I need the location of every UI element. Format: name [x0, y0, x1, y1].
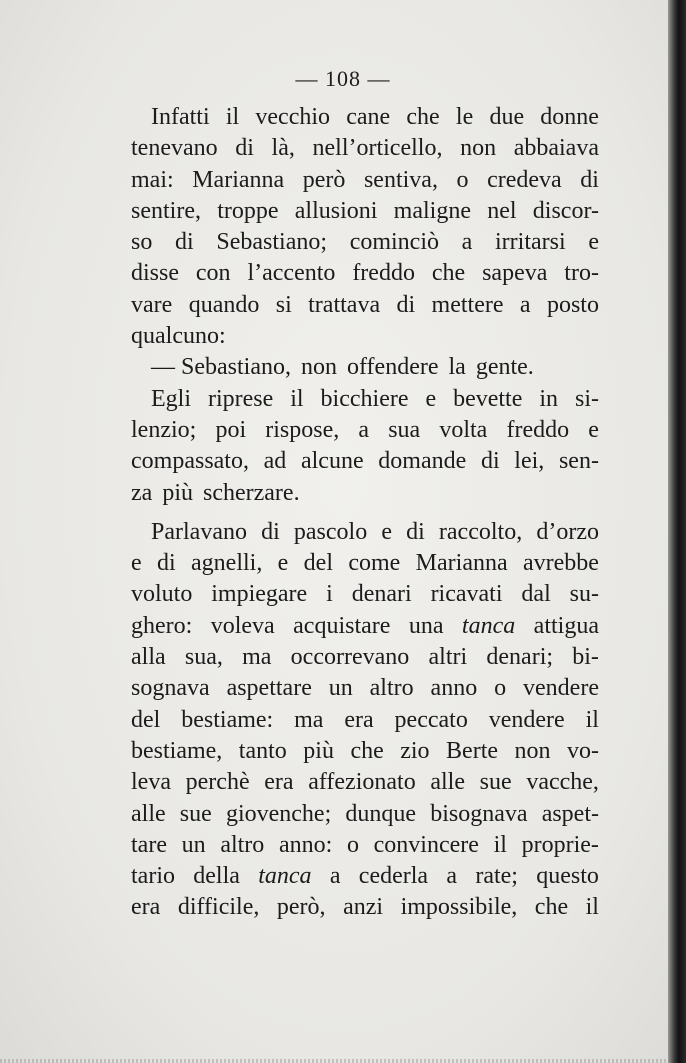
word: difficile, [177, 894, 260, 921]
word: nel [487, 197, 517, 224]
word: il [493, 831, 507, 858]
word: agnelli, [191, 550, 263, 577]
word: era [344, 706, 374, 733]
word: il [585, 894, 599, 921]
word: di [406, 518, 425, 545]
book-spine-edge [668, 0, 686, 1063]
text-line [131, 227, 599, 258]
word: si- [574, 385, 599, 412]
word: tanca [258, 863, 312, 890]
word: sue [179, 800, 212, 827]
word: — Sebastiano, [151, 354, 291, 381]
word: d’orzo [536, 518, 599, 545]
word: tro- [564, 260, 599, 287]
word: discor- [532, 197, 599, 224]
word: un [328, 675, 353, 702]
word: Marianna [192, 166, 285, 193]
word: giovenche; [225, 800, 332, 827]
word: vendere [488, 706, 565, 733]
word: bestiame: [181, 706, 274, 733]
word: gente. [475, 354, 534, 381]
word: su- [569, 581, 599, 608]
word: che [534, 894, 569, 921]
word: di [175, 229, 194, 256]
word: lenzio; [131, 416, 197, 443]
word: affezionato [308, 769, 416, 796]
word: i [326, 581, 333, 608]
word: mettere [431, 291, 504, 318]
word: bi- [572, 644, 599, 671]
word: lei, [514, 448, 545, 475]
word: sapeva [482, 260, 548, 287]
text-line [131, 579, 599, 610]
word: o [456, 166, 469, 193]
word: della [193, 863, 240, 890]
word: vecchio [255, 104, 331, 130]
word: aspettare [226, 675, 312, 702]
word: dal [521, 581, 551, 608]
word: a [519, 291, 531, 318]
word: ad [263, 448, 287, 475]
word: peccato [394, 706, 468, 733]
word: bevette [453, 385, 523, 412]
word: qualcuno: [131, 323, 226, 350]
word: Egli [151, 385, 191, 412]
word: sua, [184, 644, 223, 671]
word: leva [131, 769, 171, 796]
word: e [131, 550, 142, 577]
word: mai: [131, 166, 174, 193]
text-line [131, 642, 599, 673]
word: aspet- [541, 800, 599, 827]
page-bottom-edge [0, 1059, 668, 1063]
word: dunque [345, 800, 417, 827]
word: tanto [238, 737, 287, 764]
word: a [358, 416, 370, 443]
word: due [489, 104, 525, 130]
word: ma [242, 644, 272, 671]
word: bicchiere [320, 385, 409, 412]
text-line [131, 321, 599, 352]
word: occorrevano [290, 644, 410, 671]
word: di [235, 135, 254, 162]
word: proprie- [521, 831, 599, 858]
text-line [131, 258, 599, 289]
word: altro [220, 831, 265, 858]
word: l’accento [247, 260, 336, 287]
word: ghero: [131, 612, 193, 639]
word: domande [378, 448, 467, 475]
word: non [300, 354, 337, 381]
word: un [181, 831, 206, 858]
word: e [381, 518, 392, 545]
page-number: — 108 — [295, 66, 391, 91]
word: vo- [567, 737, 599, 764]
word: cane [346, 104, 391, 130]
word: di [261, 518, 280, 545]
text-line [131, 892, 599, 923]
word: di [396, 291, 416, 318]
word: a [461, 229, 473, 256]
word: bisognava [430, 800, 528, 827]
text-line [131, 102, 599, 133]
word: alle [430, 769, 465, 796]
word: voleva [210, 612, 275, 639]
word: cederla [358, 863, 429, 890]
word: altro [369, 675, 414, 702]
text-line [131, 673, 599, 704]
word: riprese [207, 385, 274, 412]
word: alle [131, 800, 166, 827]
text-line [131, 517, 599, 548]
word: denari [351, 581, 412, 608]
word: raccolto, [438, 518, 523, 545]
word: sue [479, 769, 512, 796]
word: in [539, 385, 559, 412]
word: sen- [558, 448, 599, 475]
word: anno: [278, 831, 333, 858]
word: che [350, 737, 384, 764]
word: Sebastiano; [216, 229, 328, 256]
word: non [514, 737, 551, 764]
text-line [131, 415, 599, 446]
word: freddo [506, 416, 570, 443]
text-line [131, 384, 599, 415]
text-line [131, 611, 599, 642]
text-line [131, 478, 599, 509]
word: posto [546, 291, 599, 318]
word: alcune [300, 448, 364, 475]
word: trattava [308, 291, 381, 318]
word: questo [536, 863, 599, 890]
word: abbaiava [513, 135, 599, 162]
word: disse [131, 260, 179, 287]
word: anno [430, 675, 478, 702]
word: però, [276, 894, 326, 921]
word: anzi [343, 894, 384, 921]
word: troppe [217, 197, 279, 224]
word: era [131, 894, 161, 921]
word: non [460, 135, 497, 162]
word: vacche, [526, 769, 599, 796]
text-line [131, 830, 599, 861]
word: era [264, 769, 294, 796]
word: alla [131, 644, 166, 671]
word: o [494, 675, 507, 702]
word: più [303, 737, 334, 764]
word: del [303, 550, 333, 577]
word: si [275, 291, 292, 318]
word: ricavati [430, 581, 503, 608]
word: impossibile, [400, 894, 518, 921]
word: e [425, 385, 437, 412]
word: irritarsi [495, 229, 566, 256]
word: tare [131, 831, 167, 858]
word: e [588, 416, 599, 443]
word: rate; [475, 863, 518, 890]
word: maligne [393, 197, 471, 224]
word: freddo [352, 260, 415, 287]
word: allusioni [294, 197, 378, 224]
word: e [277, 550, 289, 577]
word: compassato, [131, 448, 249, 475]
word: sognava [131, 675, 210, 702]
word: nell’orticello, [312, 135, 443, 162]
word: perchè [185, 769, 250, 796]
word: zio [400, 737, 430, 764]
word: avrebbe [522, 550, 599, 577]
word: di [157, 550, 176, 577]
word: quando [188, 291, 260, 318]
word: però [302, 166, 346, 193]
word: il [290, 385, 304, 412]
text-line [131, 165, 599, 196]
text-line [131, 861, 599, 892]
word: tanca [461, 612, 516, 639]
word: o [346, 831, 359, 858]
word: altri [428, 644, 468, 671]
word: voluto [131, 581, 193, 608]
text-line [131, 290, 599, 321]
text-line [131, 767, 599, 798]
word: il [585, 706, 599, 733]
word: una [408, 612, 444, 639]
word: di [580, 166, 599, 193]
word: vendere [523, 675, 599, 702]
word: vare [131, 291, 173, 318]
word: tenevano [131, 135, 218, 162]
word: con [195, 260, 231, 287]
text-line [131, 548, 599, 579]
word: che [431, 260, 466, 287]
word: cominciò [349, 229, 439, 256]
text-line [131, 352, 599, 383]
word: tario [131, 863, 175, 890]
word: donne [540, 104, 599, 130]
word: ma [294, 706, 324, 733]
word: credeva [487, 166, 562, 193]
word: offendere [346, 354, 439, 381]
word: za [131, 479, 153, 506]
word: là, [271, 135, 295, 162]
word: Infatti [151, 104, 210, 130]
text-line [131, 799, 599, 830]
word: volta [439, 416, 488, 443]
word: la [448, 354, 466, 381]
word: attigua [533, 612, 599, 639]
word: convincere [373, 831, 479, 858]
text-line [131, 446, 599, 477]
word: sua [388, 416, 421, 443]
word: so [131, 229, 153, 256]
word: sentire, [131, 197, 201, 224]
word: pascolo [293, 518, 368, 545]
word: sentiva, [363, 166, 438, 193]
word: a [329, 863, 341, 890]
word: poi [215, 416, 247, 443]
word: che [406, 104, 440, 130]
word: Marianna [415, 550, 508, 577]
word: le [455, 104, 474, 130]
word: denari; [486, 644, 554, 671]
word: Parlavano [151, 518, 247, 545]
word: come [348, 550, 401, 577]
word: a [446, 863, 458, 890]
word: più [162, 479, 193, 506]
word: di [480, 448, 500, 475]
text-line [131, 196, 599, 227]
word: Berte [446, 737, 499, 764]
word: bestiame, [131, 737, 223, 764]
text-line [131, 705, 599, 736]
word: del [131, 706, 161, 733]
word: il [225, 104, 240, 130]
text-line [131, 736, 599, 767]
word: rispose, [265, 416, 340, 443]
word: impiegare [211, 581, 308, 608]
text-line [131, 133, 599, 164]
body-text [131, 102, 599, 924]
word: scherzare. [202, 479, 300, 506]
word: acquistare [293, 612, 391, 639]
word: e [588, 229, 599, 256]
